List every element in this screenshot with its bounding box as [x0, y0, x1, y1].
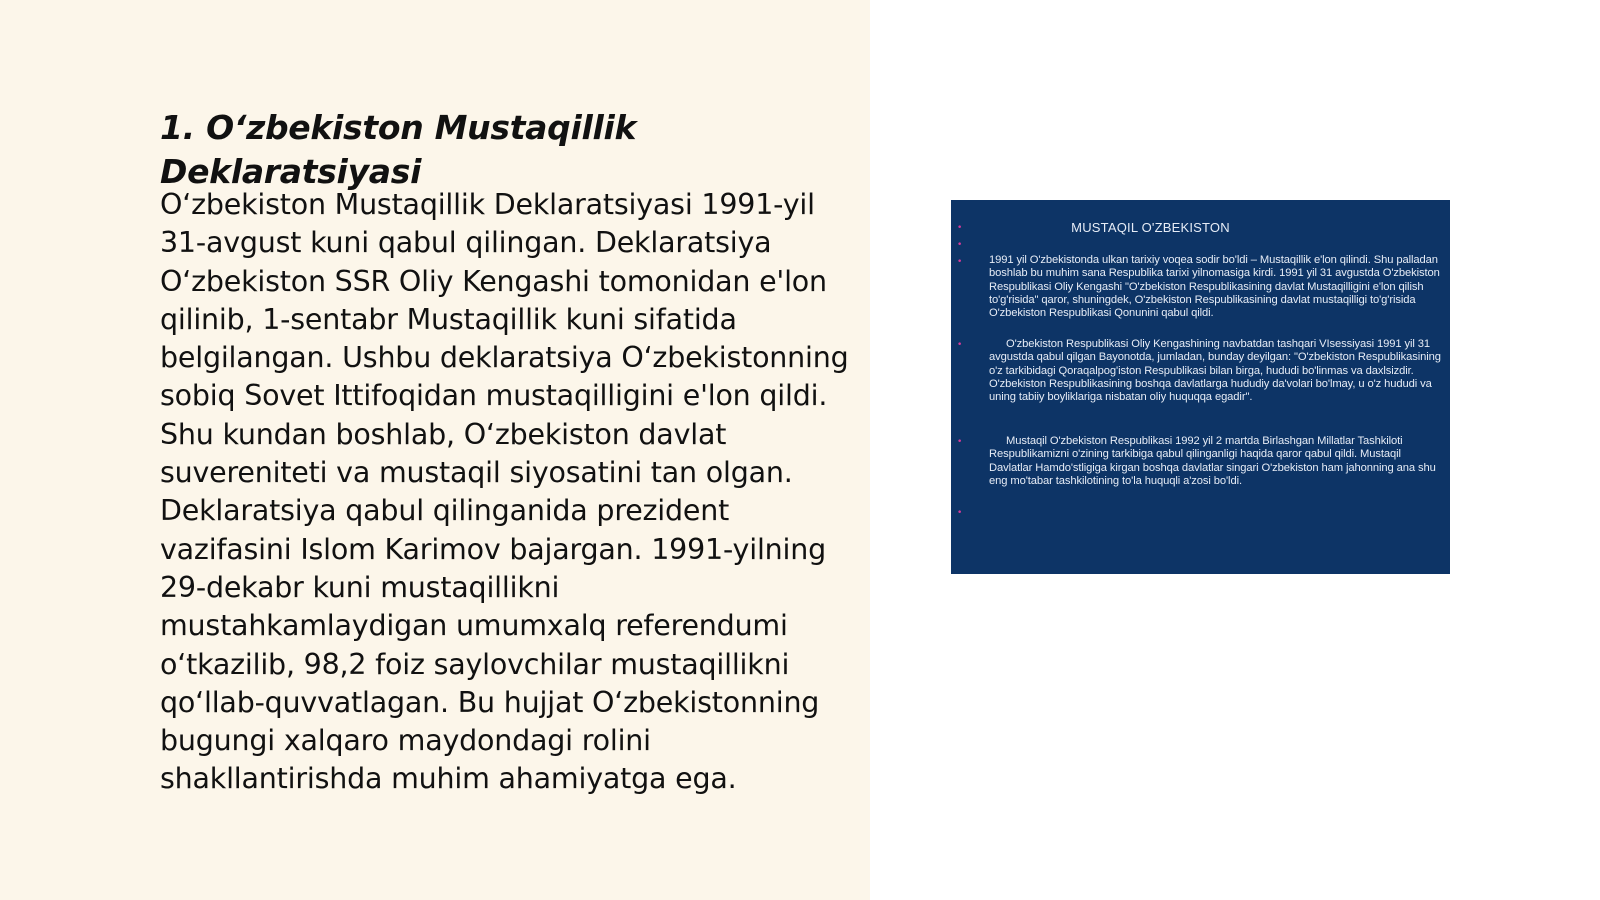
embedded-slide-paragraph-1: 1991 yil O'zbekistonda ulkan tarixiy voqea sodir bo'ldi – Mustaqillik e'lon qilindi. Shu palladan boshlab bu muhim sana Respublika tarixi yilnomasiga kirdi. 1991 yil 31 avgustda O'zbekiston Respublikasi Oliy Kengashi "O'zbekiston Respublikasining davlat Mustaqilligini e'lon qilish to'g'risida" qaror, shuningdek, O'zbekiston Respublikasining davlat mustaqilligi to'g'risida O'zbekiston Respublikasi Qonunini qabul qildi. [989, 254, 1440, 320]
embedded-slide-title: MUSTAQIL O'ZBEKISTON [1071, 220, 1230, 235]
embedded-slide-paragraph-2: O'zbekiston Respublikasi Oliy Kengashining navbatdan tashqari VIsessiyasi 1991 yil 31 avgustda qabul qilgan Bayonotda, jumladan, bunday deyilgan: "O'zbekiston Respublikasining o'z tarkibidagi Qoraqalpog'iston Respublikasi bilan birga, hududi bo'linmas va daxlsizdir. O'zbekiston Respublikasining boshqa davlatlarga hududiy da'volari bo'lmay, u o'z hududi va uning tabiiy boyliklariga nisbatan oliy huquqqa egadir". [989, 338, 1441, 404]
bullet-icon: • [957, 257, 963, 267]
embedded-slide-image [951, 200, 1450, 574]
bullet-icon: • [957, 340, 963, 350]
bullet-icon: • [957, 508, 963, 518]
embedded-slide-paragraph-3: Mustaqil O'zbekiston Respublikasi 1992 yil 2 martda Birlashgan Millatlar Tashkiloti Respublikamizni o'zining tarkibiga qabul qilinganligi haqida qaror qabul qildi. Mustaqil Davlatlar Hamdo'stligiga kirgan boshqa davlatlar singari O'zbekiston ham jahonning ana shu eng mo'tabar tashkilotining to'la huquqli a'zosi bo'ldi. [989, 435, 1436, 487]
slide-heading: 1. O‘zbekiston Mustaqillik Deklaratsiyasi [160, 108, 637, 191]
body-paragraph: O‘zbekiston Mustaqillik Deklaratsiyasi 1991-yil 31-avgust kuni qabul qilingan. Deklaratsiya O‘zbekiston SSR Oliy Kengashi tomonidan e'lon qilinib, 1-sentabr Mustaqillik kuni sifatida belgilangan. Ushbu deklaratsiya O‘zbekistonning sobiq Sovet Ittifoqidan mustaqilligini e'lon qildi. Shu kundan boshlab, O‘zbekiston davlat suvereniteti va mustaqil siyosatini tan olgan. Deklaratsiya qabul qilinganida prezident vazifasini Islom Karimov bajargan. 1991-yilning 29-dekabr kuni mustaqillikni mustahkamlaydigan umumxalq referendumi o‘tkazilib, 98,2 foiz saylovchilar mustaqillikni qo‘llab-quvvatlagan. Bu hujjat O‘zbekistonning bugungi xalqaro maydondagi rolini shakllantirishda muhim ahamiyatga ega. [160, 188, 849, 796]
bullet-icon: • [957, 437, 963, 447]
bullet-icon: • [957, 240, 963, 250]
bullet-icon: • [957, 223, 963, 233]
